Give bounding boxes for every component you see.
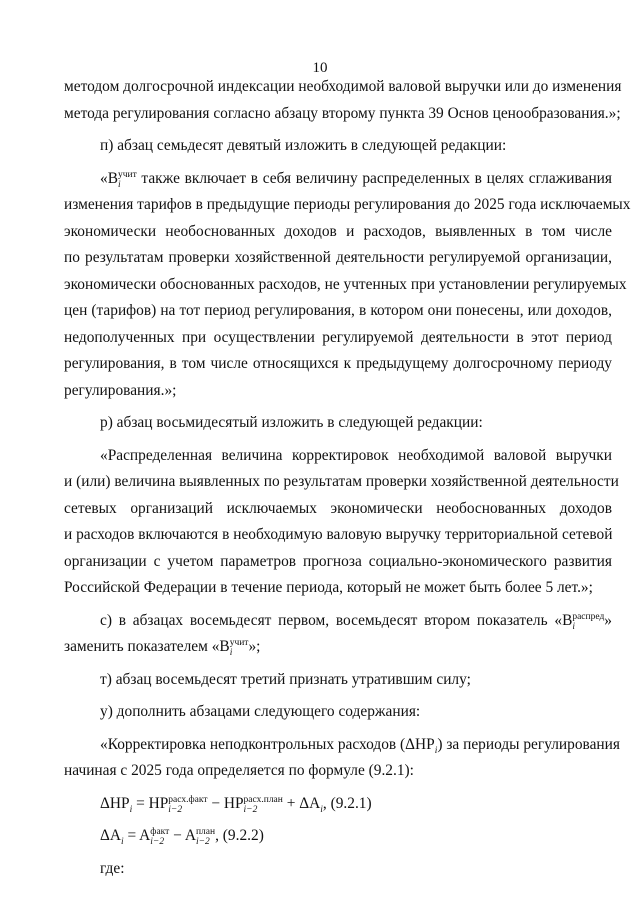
text-line: «Распределенная величина корректировок необходимой валовой выручки [100,446,612,464]
text-line: регулирования.»; [64,381,177,399]
text-line: заменить показателем «B учит i »; [64,638,261,658]
symbol-b: «B [100,169,118,187]
text-line: экономически необоснованных доходов и расходов, выявленных в том числе [64,222,612,240]
text-line: изменения тарифов в предыдущие периоды регулирования до 2025 года исключаемых [64,196,631,213]
text-line: «B учит i также включает в себя величину распределенных в целях сглаживания [100,169,612,190]
text-line: методом долгосрочной индексации необходимой валовой выручки или до изменения [64,78,622,95]
text-line: метода регулирования согласно абзацу второму пункта 39 Основ ценообразования.»; [64,104,621,122]
text-line: недополученных при осуществлении регулируемой деятельности в этот период [64,328,612,346]
text-line: экономически обоснованных расходов, не учтенных при установлении регулируемых [64,275,627,293]
symbol-index: учит i [229,638,249,658]
text-line: где: [100,859,125,877]
formula-9-2-1: $\Delta HP_i$ = HP расх.факт i−2 − HP расх.план i−2 + $\Delta A_i$, (9.2.1) [100,794,372,815]
list-item-r: р) абзац восьмидесятый изложить в следующей редакции: [100,414,483,431]
list-item-t: т) абзац восемьдесят третий признать утратившим силу; [100,670,471,688]
text-line: по результатам проверки хозяйственной деятельности регулируемой организации, [64,249,612,266]
text-line: начиная с 2025 года определяется по формуле (9.2.1): [64,762,414,779]
symbol-index: распред i [572,611,605,632]
formula-9-2-2: $\Delta A_i = A$ факт i−2 − A план i−2 , (9.2.2) [100,827,264,847]
text-line: и (или) величина выявленных по результатам проверки хозяйственной деятельности [64,473,619,490]
text-line: организации с учетом параметров прогноза социально-экономического развития [64,552,612,570]
text-line: сетевых организаций исключаемых экономически необоснованных доходов [64,499,612,517]
text-line: «Корректировка неподконтрольных расходов $(\Delta HP_i)$ за периоды регулирования [100,735,620,756]
document-body [64,74,631,882]
list-item-u: у) дополнить абзацами следующего содержания: [100,703,421,720]
text-line: цен (тарифов) на тот период регулирования, в котором они понесены, или доходов, [64,302,612,319]
text-line: и расходов включаются в необходимую валовую выручку территориальной сетевой [64,526,613,543]
list-item-s: с) в абзацах восемьдесят первом, восемьдесят втором показатель «B распред i » [100,611,612,632]
text-line: регулирования, в том числе относящихся к предыдущему долгосрочному периоду [64,355,612,372]
symbol-index: учит i [117,169,137,190]
page-number: 10 [312,60,328,76]
list-item-p: п) абзац семьдесят девятый изложить в следующей редакции: [100,137,507,154]
text-line: Российской Федерации в течение периода, который не может быть более 5 лет.»; [64,579,593,596]
